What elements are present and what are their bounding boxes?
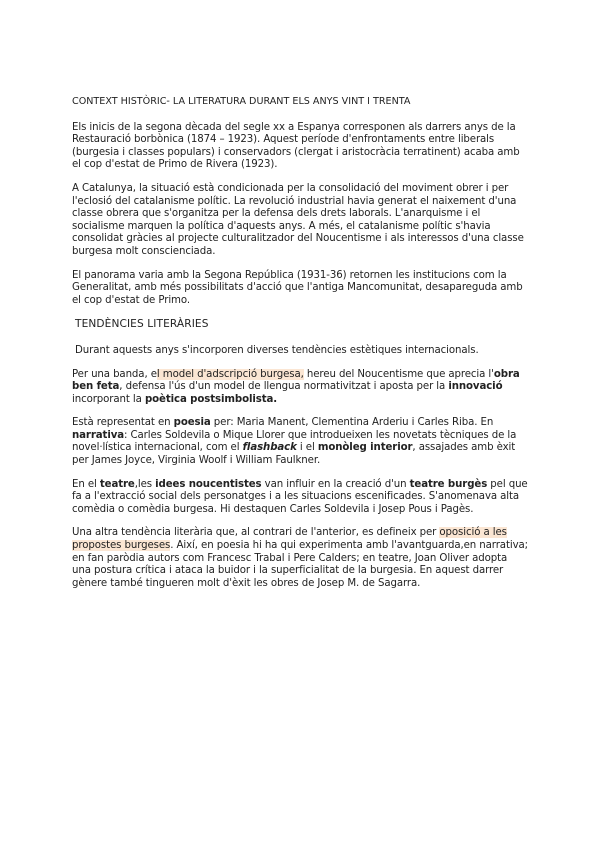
text-span: , defensa l'ús d'un model de llengua normativitzat i aposta per la: [119, 381, 449, 393]
text-span: Està representat en: [72, 417, 174, 429]
text-span: . Així, en poesia hi ha qui experimenta amb l'avantguarda,en narrativa; en fan paròdia autors com Francesc Trabal i Pere Calders; en teatre, Joan Oliver adopta una postura crítica i ataca la buidor i la superficialitat de la burgesia. En aquest darrer gènere també tingueren molt d'èxit les obres de Josep M. de Sagarra.: [72, 540, 528, 589]
highlight-oposicio: oposició a les propostes burgeses: [72, 527, 507, 552]
bold-narrativa: narrativa: [72, 429, 125, 441]
paragraph-catalunya: A Catalunya, la situació està condicionada per la consolidació del moviment obrer i per l'eclosió del catalanisme polític. La revolució industrial havia generat el naixement d'una classe obrera que s'organitza per la defensa dels drets laborals. L'anarquisme i el socialisme marquen la política d'aquests anys. A més, el catalanisme polític s'havia consolidat gràcies al projecte culturalitzador del Noucentisme i als interessos d'una classe burgesa molt conscienciada.: [72, 182, 524, 257]
text-span: En el: [72, 478, 100, 490]
text-span: Per una banda, e: [72, 368, 157, 380]
bold-italic-flashback: flashback: [242, 442, 297, 454]
bold-monoleg-interior: monòleg interior: [317, 442, 413, 454]
paragraph-poesia-narrativa: [72, 417, 528, 467]
bold-teatre-burges: teatre burgès: [409, 478, 488, 490]
paragraph-segona-republica: El panorama varia amb la Segona República (1931-36) retornen les institucions com la Generalitat, amb més possibilitats d'acció que l'antiga Mancomunitat, desapareguda amb el cop d'estat de Primo.: [72, 269, 523, 306]
paragraph-model-burges: [72, 369, 528, 407]
bold-teatre: teatre: [99, 478, 135, 490]
highlight-model-burges: l model d'adscripció burgesa,: [156, 368, 304, 380]
bold-poetica-postsimbolista: poètica postsimbolista.: [144, 393, 278, 405]
paragraph-teatre: [72, 479, 528, 517]
paragraph-tendencies-intro: Durant aquests anys s'incorporen diverses tendències estètiques internacionals.: [75, 344, 479, 356]
paragraph-restauracio: Els inicis de la segona dècada del segle xx a Espanya corresponen als darrers anys de la Restauració borbònica (1874 – 1923). Aquest període d'enfrontaments entre liberals (burgesia i classes populars) i conservadors (clergat i aristocràcia terratinent) acaba amb el cop d'estat de Primo de Rivera (1923).: [72, 121, 520, 171]
document-page: [72, 96, 528, 601]
text-span: Una altra tendència literària que, al contrari de l'anterior, es defineix per: [72, 527, 440, 539]
text-span: van influir en la creació d'un: [261, 478, 410, 490]
bold-poesia: poesia: [173, 417, 211, 429]
text-span: i el: [296, 442, 318, 454]
text-span: incorporant la: [72, 393, 145, 405]
text-span: per: Maria Manent, Clementina Arderiu i Carles Riba. En: [210, 417, 494, 429]
bold-innovacio: innovació: [448, 381, 503, 393]
section-heading-tendencies: TENDÈNCIES LITERÀRIES: [75, 318, 209, 331]
document-heading: CONTEXT HISTÒRIC- LA LITERATURA DURANT ELS ANYS VINT I TRENTA: [72, 96, 411, 107]
text-span: : Carles Soldevila o Mique Llorer que introdueixen les novetats tècniques de la novel·lística internacional, com el: [72, 429, 517, 454]
paragraph-oposicio: [72, 527, 528, 590]
text-span: , assajades amb èxit per James Joyce, Virginia Woolf i William Faulkner.: [72, 442, 516, 467]
text-span: hereu del Noucentisme que aprecia l': [303, 368, 494, 380]
text-span: pel que fa a l'extracció social dels personatges i a les situacions escenificades. S'anomenava alta comèdia o comèdia burgesa. Hi destaquen Carles Soldevila i Josep Pous i Pagès.: [72, 478, 528, 515]
bold-obra-ben-feta: obra ben feta: [72, 368, 520, 393]
text-span: ,les: [134, 478, 156, 490]
bold-idees-noucentistes: idees noucentistes: [155, 478, 262, 490]
